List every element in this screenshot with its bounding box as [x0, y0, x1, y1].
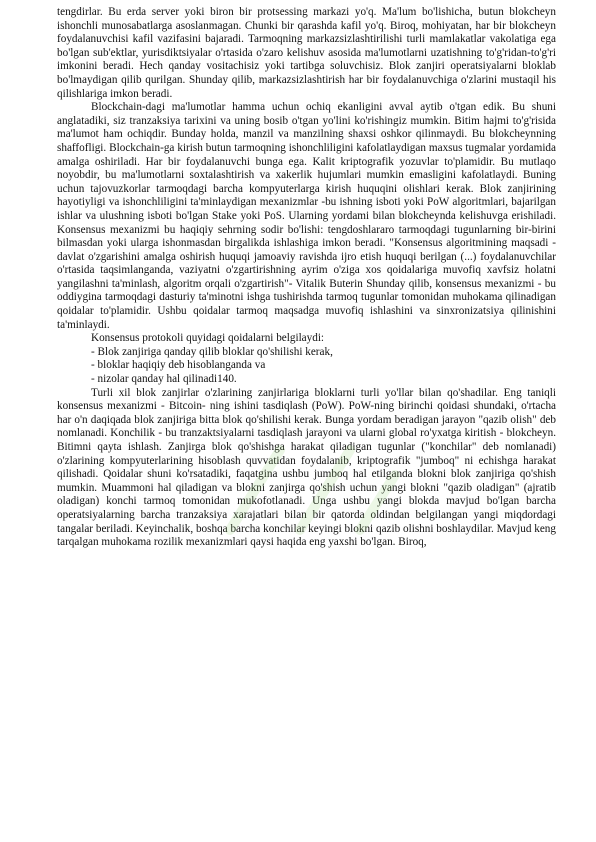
- document-body: [57, 6, 556, 550]
- paragraph-3: Konsensus protokoli quyidagi qoidalarni belgilaydi:: [91, 332, 325, 345]
- paragraph-4: Turli xil blok zanjirlar o'zlarining zanjirlariga bloklarni turli yo'llar bilan qo'shadilar. Eng taniqli konsensus mexanizmi - Bitcoin- ning ishini tasdiqlash (PoW). PoW-ning birinchi qoidasi shundaki, o'rtacha har o'n daqiqada blok zanjiriga bitta blok qo'shilishi kerak. Bunga yordam beradigan jarayon "qazib olish" deb nomlanadi. Konchilik - bu tranzaktsiyalarni tasdiqlash jarayoni va ularni global ro'yxatga kiritish - blokcheyn. Bitimni qayta ishlash. Zanjirga blok qo'shishga harakat qiladigan tugunlar ("konchilar" deb nomlanadi) o'zlarining kompyuterlarining hisoblash quvvatidan foydalanib, kriptografik "jumboq" ni echishga harakat qilishadi. Qoidalar shuni ko'rsatadiki, faqatgina ushbu jumboq hal etilganda blokni blok zanjiriga qo'shish mumkin. Muammoni hal qiladigan va blokni zanjirga qo'shish uchun yangi blokni "qazib oladigan" (ajratib oladigan) konchi tarmoq tomonidan mukofotlanadi. Unga ushbu yangi blokda mavjud bo'lgan barcha operatsiyalarning barcha tranzaksiya xarajatlari bilan bir qatorda oldindan belgilangan yangi miqdordagi tangalar beriladi. Keyinchalik, boshqa barcha konchilar keyingi blokni qazib olishni boshlaydilar. Mavjud keng tarqalgan muhokama rozilik mexanizmlari qaysi haqida eng yaxshi bo'lgan. Biroq,: [57, 386, 556, 549]
- list-item-3: - nizolar qanday hal qilinadi140.: [91, 373, 237, 386]
- paragraph-2: Blockchain-dagi ma'lumotlar hamma uchun ochiq ekanligini avval aytib o'tgan edik. Bu shuni anglatadiki, siz tranzaksiya tarixini va uning bosib o'tgan yo'lini ko'rishingiz mumkin. Bitim hajmi to'g'risida ma'lumot ham ochiqdir. Bunday holda, manzil va manzilning shaxsi oshkor qilinmaydi. Bu blokcheynning shaffofligi. Blockchain-ga kirish butun tarmoqning ishonchliligini kafolatlaydigan maxsus tugmalar yordamida amalga oshiriladi. Har bir foydalanuvchi bunga ega. Kalit kriptografik yozuvlar to'plamidir. Bu mutlaqo noyobdir, bu ma'lumotlarni soxtalashtirish va xakerlik hujumlari mumkin emasligini kafolatlaydi. Buning uchun tajovuzkorlar tarmoqdagi barcha kompyuterlarga kirish huquqini olishlari kerak. Blok zanjirining hayotiyligi va ishonchliligini ta'minlaydigan mexanizmlar -bu ishning isboti yoki PoW algoritmlari, bajarilgan ishlar va ulushning isboti bo'lgan Stake yoki PoS. Ularning yordami bilan blokcheynda kelishuvga erishiladi. Konsensus mexanizmi bu haqiqiy sehrning sodir bo'lishi: tengdoshlararo tarmoqdagi tugunlarning bir-birini bilmasdan yoki ularga ishonmasdan birgalikda ishlashiga imkon beradi. "Konsensus algoritmining maqsadi - davlat o'zgarishini amalga oshirish huquqi jamoaviy ravishda ijro etish huquqi berilgan (...) foydalanuvchilar o'rtasida taqsimlanganda, vaziyatni o'zgartirishning ayrim o'ziga xos qoidalariga muvofiq xavfsiz holatni yangilashni ta'minlash, algoritm orqali o'zgartirish"- Vitalik Buterin Shunday qilib, konsensus mexanizmi - bu oddiygina tarmoqdagi dasturiy ta'minotni ishga tushirishda tarmoq tugunlar tomonidan muhokama qilinadigan qoidalar to'plamidir. Ushbu qoidalar tarmoq maqsadga muvofiq ishlashini va sinxronizatsiya qilinishini ta'minlaydi.: [57, 101, 556, 331]
- list-item-2: - bloklar haqiqiy deb hisoblanganda va: [91, 359, 266, 372]
- paragraph-1: tengdirlar. Bu erda server yoki biron bir protsessing markazi yo'q. Ma'lum bo'lishicha, butun blokcheyn ishonchli munosabatlarga asoslanmagan. Chunki bir qarashda kafil yo'q. Biroq, mohiyatan, har bir blokcheyn foydalanuvchisi kafil vazifasini bajaradi. Tarmoqning markazsizlashtirilishi turli mamlakatlar vakolatiga ega bo'lgan sub'ektlar, yurisdiktsiyalar o'rtasida o'zaro kelishuv asosida ma'lumotlarni uzatishning to'g'ridan-to'g'ri imkonini beradi. Hech qanday vositachisiz yoki tartibga soluvchisiz. Blok zanjiri operatsiyalarni bloklab bo'lmaydigan qilib qurilgan. Shunday qilib, markazsizlashtirish har bir foydalanuvchiga o'zlarini mustaqil his qilishlariga imkon beradi.: [57, 6, 556, 100]
- list-item-1: - Blok zanjiriga qanday qilib bloklar qo'shilishi kerak,: [91, 345, 333, 358]
